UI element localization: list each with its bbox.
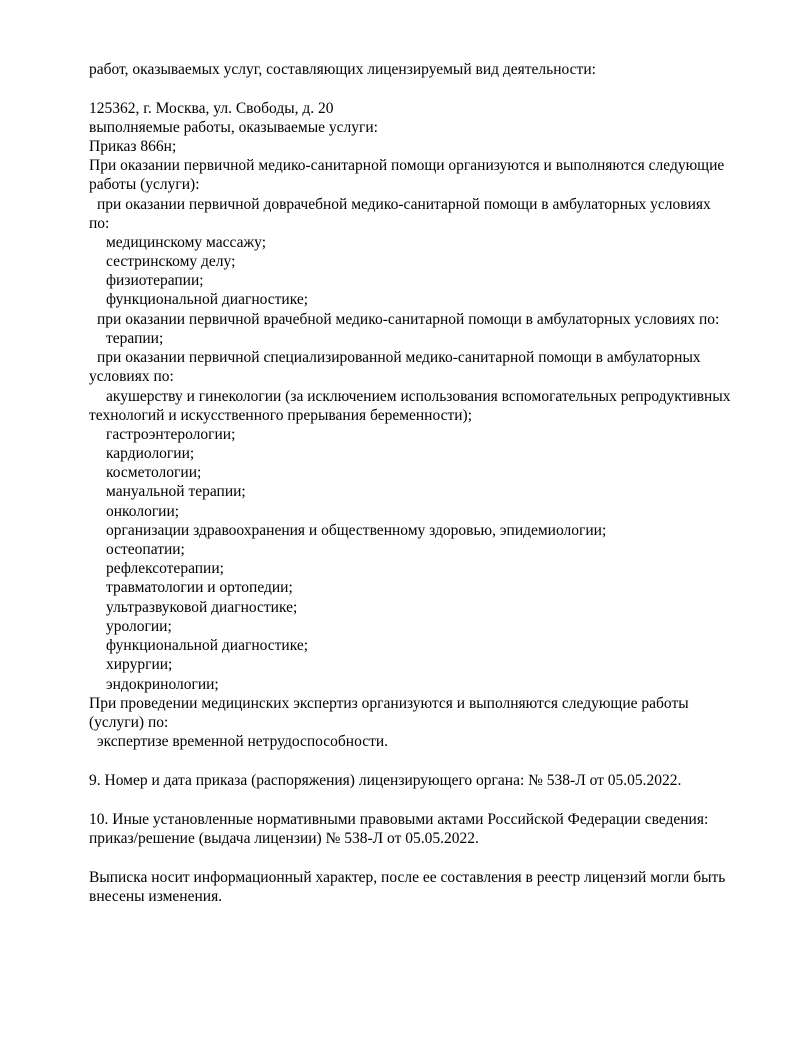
list-item: функциональной диагностике; (106, 637, 309, 654)
list-item: терапии; (106, 330, 164, 347)
list-item: функциональной диагностике; (106, 291, 309, 308)
expertise-heading-cont: (услуги) по: (89, 714, 169, 731)
list-item-cont: технологий и искусственного прерывания беременности); (89, 407, 473, 424)
list-item: кардиологии; (106, 445, 195, 462)
order-reference: Приказ 866н; (89, 138, 177, 155)
disclaimer-cont: внесены изменения. (89, 888, 223, 905)
pre-doctor-care-heading: при оказании первичной доврачебной медико-санитарной помощи в амбулаторных условиях (97, 196, 711, 213)
section-10-cont: приказ/решение (выдача лицензии) № 538-Л от 05.05.2022. (89, 830, 479, 847)
disclaimer: Выписка носит информационный характер, после ее составления в реестр лицензий могли быть (89, 869, 726, 886)
list-item: сестринскому делу; (106, 253, 236, 270)
list-item: экспертизе временной нетрудоспособности. (97, 733, 389, 750)
list-item: урологии; (106, 618, 172, 635)
specialized-care-heading: при оказании первичной специализированной медико-санитарной помощи в амбулаторных (97, 349, 701, 366)
list-item: рефлексотерапии; (106, 560, 224, 577)
list-item: хирургии; (106, 656, 173, 673)
primary-care-intro-cont: работы (услуги): (89, 176, 200, 193)
list-item: травматологии и ортопедии; (106, 579, 293, 596)
list-item: ультразвуковой диагностике; (106, 599, 298, 616)
list-item: физиотерапии; (106, 272, 204, 289)
section-10: 10. Иные установленные нормативными правовыми актами Российской Федерации сведения: (89, 811, 709, 828)
section-9: 9. Номер и дата приказа (распоряжения) лицензирующего органа: № 538-Л от 05.05.2022. (89, 772, 682, 789)
expertise-heading: При проведении медицинских экспертиз организуются и выполняются следующие работы (89, 695, 689, 712)
list-item: онкологии; (106, 503, 180, 520)
list-item: остеопатии; (106, 541, 185, 558)
list-item: мануальной терапии; (106, 483, 246, 500)
doctor-care-heading: при оказании первичной врачебной медико-санитарной помощи в амбулаторных условиях по: (97, 311, 720, 328)
list-item: эндокринологии; (106, 676, 219, 693)
pre-doctor-care-heading-cont: по: (89, 215, 110, 232)
primary-care-intro: При оказании первичной медико-санитарной помощи организуются и выполняются следующие (89, 157, 725, 174)
address-line: 125362, г. Москва, ул. Свободы, д. 20 (89, 100, 334, 117)
list-item: акушерству и гинекологии (за исключением использования вспомогательных репродуктивных (106, 388, 731, 405)
intro-line: работ, оказываемых услуг, составляющих лицензируемый вид деятельности: (89, 61, 596, 78)
specialized-care-heading-cont: условиях по: (89, 368, 174, 385)
list-item: косметологии; (106, 464, 202, 481)
works-header: выполняемые работы, оказываемые услуги: (89, 119, 378, 136)
list-item: организации здравоохранения и общественному здоровью, эпидемиологии; (106, 522, 607, 539)
list-item: гастроэнтерологии; (106, 426, 236, 443)
list-item: медицинскому массажу; (106, 234, 267, 251)
